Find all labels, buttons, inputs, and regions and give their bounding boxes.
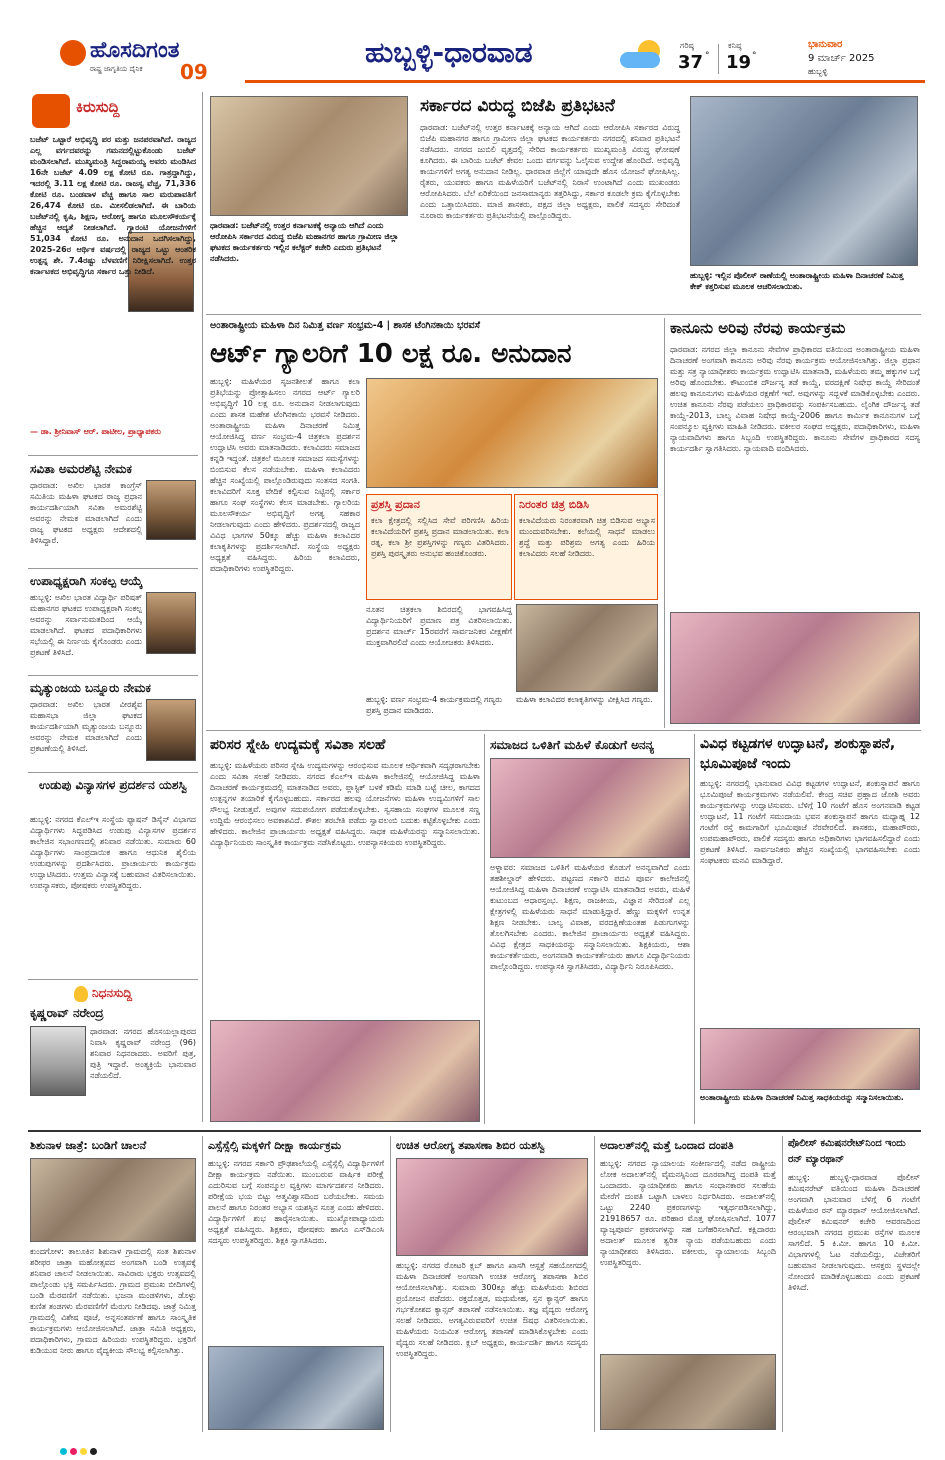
drawing-box-body: ಕಲಾವಿದೆಯರು ನಿರಂತರವಾಗಿ ಚಿತ್ರ ಬಿಡಿಸುವ ಅಭ್ಯಾಸ ಮುಂದುವರಿಸಬೇಕು. ಕಲೆಯಲ್ಲಿ ಸಾಧನೆ ಮಾಡಲು ಶ್ರದ್ಧೆ ಮತ್ತು ಪರಿಶ್ರಮ ಅಗತ್ಯ ಎಂದು ಹಿರಿಯ ಕಲಾವಿದರು ಸಲಹೆ ನೀಡಿದರು. [519,516,658,558]
art-story-body: ಹುಬ್ಬಳ್ಳಿ: ಮಹಿಳೆಯರ ಸೃಜನಶೀಲತೆ ಹಾಗೂ ಕಲಾ ಪ್ರತಿಭೆಯನ್ನು ಪ್ರೋತ್ಸಾಹಿಸಲು ನಗರದ ಆರ್ಟ್ ಗ್ಯಾಲರಿ ಅಭಿವೃದ್ಧಿಗೆ 10 ಲಕ್ಷ ರೂ. ಅನುದಾನ ನೀಡಲಾಗುವುದು ಎಂದು ಶಾಸಕ ಮಹೇಶ ಟೆಂಗಿನಕಾಯಿ ಭರವಸೆ ನೀಡಿದರು. ಅಂತಾರಾಷ್ಟ್ರೀಯ ಮಹಿಳಾ ದಿನಾಚರಣೆ ನಿಮಿತ್ತ ಆಯೋಜಿಸಿದ್ದ ವರ್ಣ ಸಂಭ್ರಮ-4 ಚಿತ್ರಕಲಾ ಪ್ರದರ್ಶನ ಉದ್ಘಾಟಿಸಿ ಅವರು ಮಾತನಾಡಿದರು. ಕಲಾವಿದರು ಸಮಾಜದ ಕನ್ನಡಿ ಇದ್ದಂತೆ. ಚಿತ್ರಕಲೆ ಮೂಲಕ ಸಮಾಜದ ಸಮಸ್ಯೆಗಳನ್ನು ಬಿಂಬಿಸುವ ಕೆಲಸ ನಡೆಯಬೇಕು. ಮಹಿಳಾ ಕಲಾವಿದರು ಹೆಚ್ಚಿನ ಸಂಖ್ಯೆಯಲ್ಲಿ ಪಾಲ್ಗೊಂಡಿರುವುದು ಸಂತಸದ ಸಂಗತಿ. ಕಲಾವಿದರಿಗೆ ಸೂಕ್ತ ವೇದಿಕೆ ಕಲ್ಪಿಸುವ ನಿಟ್ಟಿನಲ್ಲಿ ಸರ್ಕಾರ ಹಾಗೂ ಸಂಘ ಸಂಸ್ಥೆಗಳು ಕೆಲಸ ಮಾಡಬೇಕು. ಗ್ಯಾಲರಿಯ ಮೂಲಸೌಕರ್ಯ ಅಭಿವೃದ್ಧಿಗೆ ಅಗತ್ಯ ಸಹಕಾರ ನೀಡಲಾಗುವುದು ಎಂದು ಹೇಳಿದರು. ಪ್ರದರ್ಶನದಲ್ಲಿ ರಾಜ್ಯದ ವಿವಿಧ ಭಾಗಗಳ 50ಕ್ಕೂ ಹೆಚ್ಚು ಮಹಿಳಾ ಕಲಾವಿದರ ಕಲಾಕೃತಿಗಳನ್ನು ಪ್ರದರ್ಶಿಸಲಾಗಿದೆ. ಸಂಸ್ಥೆಯ ಅಧ್ಯಕ್ಷರು ಅಧ್ಯಕ್ಷತೆ ವಹಿಸಿದ್ದರು. ಹಿರಿಯ ಕಲಾವಿದರು, ಪದಾಧಿಕಾರಿಗಳು ಉಪಸ್ಥಿತರಿದ್ದರು. [210,377,363,573]
art-story-continued: ನೂತನ ಚಿತ್ರಕಲಾ ಶಿಬಿರದಲ್ಲಿ ಭಾಗವಹಿಸಿದ್ದ ವಿದ್ಯಾರ್ಥಿನಿಯರಿಗೆ ಪ್ರಮಾಣ ಪತ್ರ ವಿತರಿಸಲಾಯಿತು. ಪ್ರದರ್ಶನ ಮಾರ್ಚ್ 15ರವರೆಗೆ ಸಾರ್ವಜನಿಕರ ವೀಕ್ಷಣೆಗೆ ಮುಕ್ತವಾಗಿರಲಿದೆ ಎಂದು ಆಯೋಜಕರು ತಿಳಿಸಿದರು. [366,605,515,647]
mid-story-photo-2 [490,758,690,858]
max-temp: 37 [678,52,704,73]
drawing-box-title: ನಿರಂತರ ಚಿತ್ರ ಬಿಡಿಸಿ [519,498,589,511]
obituary-body: ಧಾರವಾಡ: ನಗರದ ಹೊಸಯಲ್ಲಾಪುರದ ನಿವಾಸಿ ಕೃಷ್ಣರಾವ್ ನರೇಂದ್ರ (96) ಶನಿವಾರ ನಿಧನರಾದರು. ಅವರಿಗೆ ಪುತ್ರ, ಪುತ್ರಿ ಇದ್ದಾರೆ. ಅಂತ್ಯಕ್ರಿಯೆ ಭಾನುವಾರ ನಡೆಯಲಿದೆ. [90,1027,199,1080]
art-photo-caption-1: ಹುಬ್ಬಳ್ಳಿ: ವರ್ಣ ಸಂಭ್ರಮ-4 ಕಾರ್ಯಕ್ರಮದಲ್ಲಿ ಗಣ್ಯರು ಪ್ರಶಸ್ತಿ ಪ್ರದಾನ ಮಾಡಿದರು. [366,695,505,715]
bottom-story-body: ಹುಬ್ಬಳ್ಳಿ: ನಗರದ ರೋಟರಿ ಕ್ಲಬ್ ಹಾಗೂ ಖಾಸಗಿ ಆಸ್ಪತ್ರೆ ಸಹಯೋಗದಲ್ಲಿ ಮಹಿಳಾ ದಿನಾಚರಣೆ ಅಂಗವಾಗಿ ಉಚಿತ ಆರೋಗ್ಯ ತಪಾಸಣಾ ಶಿಬಿರ ಆಯೋಜಿಸಲಾಗಿತ್ತು. ಸುಮಾರು 300ಕ್ಕೂ ಹೆಚ್ಚು ಮಹಿಳೆಯರು ಶಿಬಿರದ ಪ್ರಯೋಜನ ಪಡೆದರು. ರಕ್ತದೊತ್ತಡ, ಮಧುಮೇಹ, ಸ್ತನ ಕ್ಯಾನ್ಸರ್ ಹಾಗೂ ಗರ್ಭಕೋಶದ ಕ್ಯಾನ್ಸರ್ ತಪಾಸಣೆ ನಡೆಸಲಾಯಿತು. ತಜ್ಞ ವೈದ್ಯರು ಆರೋಗ್ಯ ಸಲಹೆ ನೀಡಿದರು. ಅಗತ್ಯವಿರುವವರಿಗೆ ಉಚಿತ ಔಷಧ ವಿತರಿಸಲಾಯಿತು. ಮಹಿಳೆಯರು ನಿಯಮಿತ ಆರೋಗ್ಯ ತಪಾಸಣೆ ಮಾಡಿಸಿಕೊಳ್ಳಬೇಕು ಎಂದು ವೈದ್ಯರು ಸಲಹೆ ನೀಡಿದರು. ಕ್ಲಬ್ ಅಧ್ಯಕ್ಷರು, ಕಾರ್ಯದರ್ಶಿ ಹಾಗೂ ಸದಸ್ಯರು ಉಪಸ್ಥಿತರಿದ್ದರು. [396,1261,591,1358]
mid-story-title-1: ಪರಿಸರ ಸ್ನೇಹಿ ಉದ್ಯಮಕ್ಕೆ ಸವಿತಾ ಸಲಹೆ [210,737,386,753]
bottom-story-title: ಉಚಿತ ಆರೋಗ್ಯ ತಪಾಸಣಾ ಶಿಬಿರ ಯಶಸ್ವಿ [396,1139,545,1152]
bottom-story-5 [786,1136,922,1432]
divider [206,314,921,315]
min-temp-label: ಕನಿಷ್ಠ [728,41,742,50]
mid-story-body-3: ಹುಬ್ಬಳ್ಳಿ: ನಗರದಲ್ಲಿ ಭಾನುವಾರ ವಿವಿಧ ಕಟ್ಟಡಗಳ ಉದ್ಘಾಟನೆ, ಶಂಕುಸ್ಥಾಪನೆ ಹಾಗೂ ಭೂಮಿಪೂಜೆ ಕಾರ್ಯಕ್ರಮಗಳು ನಡೆಯಲಿವೆ. ಕೇಂದ್ರ ಸಚಿವ ಪ್ರಹ್ಲಾದ ಜೋಶಿ ಅವರು ಕಾರ್ಯಕ್ರಮಗಳನ್ನು ಉದ್ಘಾಟಿಸುವರು. ಬೆಳಿಗ್ಗೆ 10 ಗಂಟೆಗೆ ಹೊಸ ಅಂಗನವಾಡಿ ಕಟ್ಟಡ ಉದ್ಘಾಟನೆ, 11 ಗಂಟೆಗೆ ಸಮುದಾಯ ಭವನ ಶಂಕುಸ್ಥಾಪನೆ ಹಾಗೂ ಮಧ್ಯಾಹ್ನ 12 ಗಂಟೆಗೆ ರಸ್ತೆ ಕಾಮಗಾರಿಗೆ ಭೂಮಿಪೂಜೆ ನೆರವೇರಲಿದೆ. ಶಾಸಕರು, ಮಹಾಪೌರರು, ಉಪಮಹಾಪೌರರು, ಪಾಲಿಕೆ ಸದಸ್ಯರು ಹಾಗೂ ಅಧಿಕಾರಿಗಳು ಭಾಗವಹಿಸಲಿದ್ದಾರೆ ಎಂದು ಪ್ರಕಟಣೆ ತಿಳಿಸಿದೆ. ಸಾರ್ವಜನಿಕರು ಹೆಚ್ಚಿನ ಸಂಖ್ಯೆಯಲ್ಲಿ ಭಾಗವಹಿಸಬೇಕು ಎಂದು ಸಂಘಟಕರು ಮನವಿ ಮಾಡಿದ್ದಾರೆ. [700,779,923,865]
max-temp-label: ಗರಿಷ್ಠ [680,41,694,50]
brief-4 [28,776,198,976]
bottom-story-4 [598,1136,778,1432]
police-photo [690,96,918,266]
page-number: 09 [180,60,208,84]
mid-story-body-1: ಹುಬ್ಬಳ್ಳಿ: ಮಹಿಳೆಯರು ಪರಿಸರ ಸ್ನೇಹಿ ಉದ್ಯಮಗಳನ್ನು ಆರಂಭಿಸುವ ಮೂಲಕ ಆರ್ಥಿಕವಾಗಿ ಸದೃಢರಾಗಬೇಕು ಎಂದು ಸವಿತಾ ಸಲಹೆ ನೀಡಿದರು. ನಗರದ ಕೆಎಲ್‌ಇ ಮಹಿಳಾ ಕಾಲೇಜಿನಲ್ಲಿ ಆಯೋಜಿಸಿದ್ದ ಮಹಿಳಾ ದಿನಾಚರಣೆ ಕಾರ್ಯಕ್ರಮದಲ್ಲಿ ಮಾತನಾಡಿದ ಅವರು, ಪ್ಲಾಸ್ಟಿಕ್ ಬಳಕೆ ಕಡಿಮೆ ಮಾಡಿ ಬಟ್ಟೆ ಚೀಲ, ಕಾಗದದ ಉತ್ಪನ್ನಗಳ ತಯಾರಿಕೆ ಕೈಗೊಳ್ಳಬಹುದು. ಸರ್ಕಾರದ ಹಲವು ಯೋಜನೆಗಳು ಮಹಿಳಾ ಉದ್ಯಮಿಗಳಿಗೆ ಸಾಲ ಸೌಲಭ್ಯ ನೀಡುತ್ತವೆ. ಅವುಗಳ ಸದುಪಯೋಗ ಪಡೆದುಕೊಳ್ಳಬೇಕು. ಸ್ವಸಹಾಯ ಸಂಘಗಳ ಮೂಲಕ ಸಣ್ಣ ಉದ್ದಿಮೆ ಆರಂಭಿಸಲು ಅವಕಾಶವಿದೆ. ಕೌಶಲ ತರಬೇತಿ ಪಡೆದು ಸ್ವಾವಲಂಬಿ ಬದುಕು ಕಟ್ಟಿಕೊಳ್ಳಬೇಕು ಎಂದು ಹೇಳಿದರು. ಕಾಲೇಜಿನ ಪ್ರಾಚಾರ್ಯರು ಅಧ್ಯಕ್ಷತೆ ವಹಿಸಿದ್ದರು. ಸಾಧಕ ಮಹಿಳೆಯರನ್ನು ಸನ್ಮಾನಿಸಲಾಯಿತು. ವಿದ್ಯಾರ್ಥಿನಿಯರು ಸಾಂಸ್ಕೃತಿಕ ಕಾರ್ಯಕ್ರಮ ನಡೆಸಿಕೊಟ್ಟರು. ಉಪನ್ಯಾಸಕಿಯರು ಉಪಸ್ಥಿತರಿದ್ದರು. [210,761,483,847]
divider [28,455,198,456]
min-temp: 19 [726,52,752,73]
column-rule [782,1136,783,1432]
column-rule [484,734,485,1124]
bottom-story-body: ಹುಬ್ಬಳ್ಳಿ: ನಗರದ ನ್ಯಾಯಾಲಯ ಸಂಕೀರ್ಣದಲ್ಲಿ ನಡೆದ ರಾಷ್ಟ್ರೀಯ ಲೋಕ ಅದಾಲತ್‌ನಲ್ಲಿ ವೈಮನಸ್ಸಿನಿಂದ ದೂರವಾಗಿದ್ದ ದಂಪತಿ ಮತ್ತೆ ಒಂದಾದರು. ನ್ಯಾಯಾಧೀಶರು ಹಾಗೂ ಸಂಧಾನಕಾರರ ಸಲಹೆಯ ಮೇರೆಗೆ ದಂಪತಿ ಒಟ್ಟಾಗಿ ಬಾಳಲು ನಿರ್ಧರಿಸಿದರು. ಅದಾಲತ್‌ನಲ್ಲಿ ಒಟ್ಟು 2240 ಪ್ರಕರಣಗಳನ್ನು ಇತ್ಯರ್ಥಪಡಿಸಲಾಗಿದ್ದು, 21918657 ರೂ. ಪರಿಹಾರ ಮೊತ್ತ ಘೋಷಿಸಲಾಗಿದೆ. 1077 ವ್ಯಾಜ್ಯಪೂರ್ವ ಪ್ರಕರಣಗಳನ್ನು ಸಹ ಬಗೆಹರಿಸಲಾಗಿದೆ. ಕಕ್ಷಿದಾರರು ಅದಾಲತ್ ಮೂಲಕ ತ್ವರಿತ ನ್ಯಾಯ ಪಡೆಯಬಹುದು ಎಂದು ನ್ಯಾಯಾಧೀಶರು ತಿಳಿಸಿದರು. ವಕೀಲರು, ನ್ಯಾಯಾಲಯ ಸಿಬ್ಬಂದಿ ಉಪಸ್ಥಿತರಿದ್ದರು. [600,1159,779,1267]
brief-body: ಹುಬ್ಬಳ್ಳಿ: ಅಖಿಲ ಭಾರತ ವಿದ್ಯಾರ್ಥಿ ಪರಿಷತ್ ಮಹಾನಗರ ಘಟಕದ ಉಪಾಧ್ಯಕ್ಷರಾಗಿ ಸಂಕಲ್ಪ ಅವರನ್ನು ಸರ್ವಾನುಮತದಿಂದ ಆಯ್ಕೆ ಮಾಡಲಾಗಿದೆ. ಘಟಕದ ಪದಾಧಿಕಾರಿಗಳು ಸಭೆಯಲ್ಲಿ ಈ ನಿರ್ಣಯ ಕೈಗೊಂಡರು ಎಂದು ಪ್ರಕಟಣೆ ತಿಳಿಸಿದೆ. [30,593,145,657]
bottom-story-3 [394,1136,590,1432]
column-rule [594,1136,595,1432]
divider [28,979,198,980]
brief-portrait [146,480,196,540]
bottom-story-title: ಎಸ್ಸೆಸ್ಸೆಲ್ಸಿ ಮಕ್ಕಳಿಗೆ ದೀಕ್ಷಾ ಕಾರ್ಯಕ್ರಮ [208,1139,342,1152]
law-story-title: ಕಾನೂನು ಅರಿವು ನೆರವು ಕಾರ್ಯಕ್ರಮ [670,319,846,337]
bottom-story-body: ಹುಬ್ಬಳ್ಳಿ: ನಗರದ ಸರ್ಕಾರಿ ಪ್ರೌಢಶಾಲೆಯಲ್ಲಿ ಎಸ್ಸೆಸ್ಸೆಲ್ಸಿ ವಿದ್ಯಾರ್ಥಿಗಳಿಗೆ ದೀಕ್ಷಾ ಕಾರ್ಯಕ್ರಮ ನಡೆಯಿತು. ಮುಂಬರುವ ವಾರ್ಷಿಕ ಪರೀಕ್ಷೆ ಎದುರಿಸುವ ಬಗ್ಗೆ ಸಂಪನ್ಮೂಲ ವ್ಯಕ್ತಿಗಳು ಮಾರ್ಗದರ್ಶನ ನೀಡಿದರು. ಪರೀಕ್ಷೆಯ ಭಯ ಬಿಟ್ಟು ಆತ್ಮವಿಶ್ವಾಸದಿಂದ ಬರೆಯಬೇಕು. ಸಮಯ ಪಾಲನೆ ಹಾಗೂ ನಿರಂತರ ಅಭ್ಯಾಸ ಯಶಸ್ಸಿನ ಸೂತ್ರ ಎಂದು ಹೇಳಿದರು. ವಿದ್ಯಾರ್ಥಿಗಳಿಗೆ ಶುಭ ಹಾರೈಸಲಾಯಿತು. ಮುಖ್ಯೋಪಾಧ್ಯಾಯರು ಅಧ್ಯಕ್ಷತೆ ವಹಿಸಿದ್ದರು. ಶಿಕ್ಷಕರು, ಪೋಷಕರು ಹಾಗೂ ಎಸ್‌ಡಿಎಂಸಿ ಸದಸ್ಯರು ಉಪಸ್ಥಿತರಿದ್ದರು. ಶಿಕ್ಷಕಿ ಸ್ವಾಗತಿಸಿದರು. [208,1159,387,1245]
max-temp-degree: ° [705,51,710,61]
mid-story-photo-3-caption: ಅಂತಾರಾಷ್ಟ್ರೀಯ ಮಹಿಳಾ ದಿನಾಚರಣೆ ನಿಮಿತ್ತ ಸಾಧಕಿಯರನ್ನು ಸನ್ಮಾನಿಸಲಾಯಿತು. [700,1093,904,1102]
brief-title: ಮೃತ್ಯುಂಜಯ ಬನ್ನೂರು ನೇಮಕ [30,681,151,695]
kirusuddi-body: ಬಜೆಟ್ ಒಟ್ಟಾರೆ ಅಭಿವೃದ್ಧಿ ಪರ ಮತ್ತು ಜನಪರವಾಗಿದೆ. ರಾಜ್ಯದ ಎಲ್ಲ ವರ್ಗದವರನ್ನು ಗಮನದಲ್ಲಿಟ್ಟುಕೊಂಡು ಬಜೆಟ್ ಮಂಡಿಸಲಾಗಿದೆ. ಮುಖ್ಯಮಂತ್ರಿ ಸಿದ್ದರಾಮಯ್ಯ ಅವರು ಮಂಡಿಸಿದ 16ನೇ ಬಜೆಟ್ 4.09 ಲಕ್ಷ ಕೋಟಿ ರೂ. ಗಾತ್ರದ್ದಾಗಿದ್ದು, ಇದರಲ್ಲಿ 3.11 ಲಕ್ಷ ಕೋಟಿ ರೂ. ರಾಜಸ್ವ ವೆಚ್ಚ, 71,336 ಕೋಟಿ ರೂ. ಬಂಡವಾಳ ವೆಚ್ಚ ಹಾಗೂ ಸಾಲ ಮರುಪಾವತಿಗೆ 26,474 ಕೋಟಿ ರೂ. ಮೀಸಲಿಡಲಾಗಿದೆ. ಈ ಬಾರಿಯ ಬಜೆಟ್‌ನಲ್ಲಿ ಕೃಷಿ, ಶಿಕ್ಷಣ, ಆರೋಗ್ಯ ಹಾಗೂ ಮೂಲಸೌಕರ್ಯಕ್ಕೆ ಹೆಚ್ಚಿನ ಆದ್ಯತೆ ನೀಡಲಾಗಿದೆ. ಗ್ಯಾರಂಟಿ ಯೋಜನೆಗಳಿಗೆ 51,034 ಕೋಟಿ ರೂ. ಅನುದಾನ ಒದಗಿಸಲಾಗಿದ್ದು, 2025-26ರ ಆರ್ಥಿಕ ವರ್ಷದಲ್ಲಿ ರಾಜ್ಯದ ಒಟ್ಟು ಆಂತರಿಕ ಉತ್ಪನ್ನ ಶೇ. 7.4ರಷ್ಟು ಬೆಳವಣಿಗೆ ನಿರೀಕ್ಷಿಸಲಾಗಿದೆ. ಉತ್ತರ ಕರ್ನಾಟಕದ ಅಭಿವೃದ್ಧಿಗೂ ಸರ್ಕಾರ ಒತ್ತು ನೀಡಿದೆ. [30,135,199,276]
bottom-story-photo [600,1354,776,1430]
kirusuddi-label: ಕಿರುಸುದ್ದಿ [76,98,120,116]
art-photo-caption-2: ಮಹಿಳಾ ಕಲಾವಿದರ ಕಲಾಕೃತಿಗಳನ್ನು ವೀಕ್ಷಿಸಿದ ಗಣ್ಯರು. [516,695,653,704]
paper-tagline: ರಾಷ್ಟ್ರ ಜಾಗೃತಿಯ ದೈನಿಕ [90,65,143,73]
bottom-story-photo [30,1158,196,1242]
kirusuddi-byline: — ಡಾ. ಶ್ರೀನಿವಾಸ್ ಆರ್. ಪಾಟೀಲ, ಪ್ರಾಧ್ಯಾಪಕರು [30,427,161,436]
bottom-story-1 [28,1136,198,1432]
brief-body: ಧಾರವಾಡ: ಅಖಿಲ ಭಾರತ ಕಾಂಗ್ರೆಸ್ ಸಮಿತಿಯ ಮಹಿಳಾ ಘಟಕದ ರಾಜ್ಯ ಪ್ರಧಾನ ಕಾರ್ಯದರ್ಶಿಯಾಗಿ ಸವಿತಾ ಅಮರಶೆಟ್ಟಿ ಅವರನ್ನು ನೇಮಕ ಮಾಡಲಾಗಿದೆ ಎಂದು ರಾಜ್ಯ ಘಟಕದ ಅಧ್ಯಕ್ಷರು ಆದೇಶದಲ್ಲಿ ತಿಳಿಸಿದ್ದಾರೆ. [30,481,145,545]
award-box [366,494,512,600]
top-story-title: ಸರ್ಕಾರದ ವಿರುದ್ಧ ಬಿಜೆಪಿ ಪ್ರತಿಭಟನೆ [420,96,615,116]
mid-story-photo-1 [210,1020,480,1122]
brief-title: ಉಪಾಧ್ಯಕ್ಷರಾಗಿ ಸಂಕಲ್ಪ ಆಯ್ಕೆ [30,574,143,588]
brief-body: ಧಾರವಾಡ: ಅಖಿಲ ಭಾರತ ವೀರಶೈವ ಮಹಾಸಭಾ ಜಿಲ್ಲಾ ಘಟಕದ ಕಾರ್ಯದರ್ಶಿಯಾಗಿ ಮೃತ್ಯುಂಜಯ ಬನ್ನೂರು ಅವರನ್ನು ನೇಮಕ ಮಾಡಲಾಗಿದೆ ಎಂದು ಪ್ರಕಟಣೆಯಲ್ಲಿ ತಿಳಿಸಿದೆ. [30,700,145,753]
paper-logo [28,34,238,84]
mid-story-photo-3 [700,1028,920,1090]
brief-body: ಹುಬ್ಬಳ್ಳಿ: ನಗರದ ಕೆಎಲ್‌ಇ ಸಂಸ್ಥೆಯ ಫ್ಯಾಷನ್ ಡಿಸೈನ್ ವಿಭಾಗದ ವಿದ್ಯಾರ್ಥಿಗಳು ಸಿದ್ಧಪಡಿಸಿದ ಉಡುಪು ವಿನ್ಯಾಸಗಳ ಪ್ರದರ್ಶನ ಕಾಲೇಜಿನ ಸಭಾಂಗಣದಲ್ಲಿ ಶನಿವಾರ ನಡೆಯಿತು. ಸುಮಾರು 60 ವಿದ್ಯಾರ್ಥಿಗಳು ಸಾಂಪ್ರದಾಯಿಕ ಹಾಗೂ ಆಧುನಿಕ ಶೈಲಿಯ ಉಡುಪುಗಳನ್ನು ಪ್ರದರ್ಶಿಸಿದರು. ಪ್ರಾಚಾರ್ಯರು ಕಾರ್ಯಕ್ರಮ ಉದ್ಘಾಟಿಸಿದರು. ಉತ್ತಮ ವಿನ್ಯಾಸಕ್ಕೆ ಬಹುಮಾನ ವಿತರಿಸಲಾಯಿತು. ಉಪನ್ಯಾಸಕರು, ಪೋಷಕರು ಉಪಸ್ಥಿತರಿದ್ದರು. [30,815,199,890]
weather-icon [620,40,666,70]
bottom-story-photo [396,1158,588,1256]
brief-3 [28,679,198,769]
mid-story-title-2: ಸಮಾಜದ ಒಳಿತಿಗೆ ಮಹಿಳೆ ಕೊಡುಗೆ ಅನನ್ಯ [490,738,655,752]
art-story-title: ಆರ್ಟ್ ಗ್ಯಾಲರಿಗೆ 10 ಲಕ್ಷ ರೂ. ಅನುದಾನ [210,339,572,369]
protest-photo [210,96,408,216]
divider [28,772,198,773]
min-temp-degree: ° [752,51,757,61]
column-rule [202,92,203,1122]
bottom-story-title: ಶಿಶುನಾಳ ಜಾತ್ರೆ: ಬಂಡಿಗೆ ಚಾಲನೆ [30,1139,147,1152]
city-title: ಹುಬ್ಬಳ್ಳಿ-ಧಾರವಾಡ [365,36,533,69]
drawing-box [514,494,658,600]
art-gallery-photo [516,604,658,692]
column-rule [694,734,695,1124]
brief-portrait [146,592,196,654]
obituary-lamp-icon [74,986,88,1002]
protest-photo-caption: ಧಾರವಾಡ: ಬಜೆಟ್‌ನಲ್ಲಿ ಉತ್ತರ ಕರ್ನಾಟಕಕ್ಕೆ ಅನ್ಯಾಯ ಆಗಿದೆ ಎಂದು ಆರೋಪಿಸಿ ಸರ್ಕಾರದ ವಿರುದ್ಧ ಬಿಜೆಪಿ ಮಹಾನಗರ ಹಾಗೂ ಗ್ರಾಮೀಣ ಜಿಲ್ಲಾ ಘಟಕದ ಕಾರ್ಯಕರ್ತರು ಇಲ್ಲಿನ ಕಲೆಕ್ಟರ್ ಕಚೇರಿ ಎದುರು ಪ್ರತಿಭಟನೆ ನಡೆಸಿದರು. [210,221,402,263]
megaphone-icon [32,94,70,128]
column-rule [390,1136,391,1432]
section-divider [28,1130,921,1132]
bottom-story-2 [206,1136,386,1432]
print-registration-marks [60,1440,920,1452]
column-rule [202,1136,203,1432]
temp-divider [718,44,719,74]
column-rule [664,318,665,728]
divider [28,675,198,676]
bottom-story-title: ಅದಾಲತ್‌ನಲ್ಲಿ ಮತ್ತೆ ಒಂದಾದ ದಂಪತಿ [600,1139,734,1152]
issue-day: ಭಾನುವಾರ [808,39,843,50]
issue-date: 9 ಮಾರ್ಚ್ 2025 [808,53,875,64]
obituary-portrait [30,1026,86,1096]
law-story-body: ಧಾರವಾಡ: ನಗರದ ಜಿಲ್ಲಾ ಕಾನೂನು ಸೇವೆಗಳ ಪ್ರಾಧಿಕಾರದ ವತಿಯಿಂದ ಅಂತಾರಾಷ್ಟ್ರೀಯ ಮಹಿಳಾ ದಿನಾಚರಣೆ ಅಂಗವಾಗಿ ಕಾನೂನು ಅರಿವು ನೆರವು ಕಾರ್ಯಕ್ರಮ ಆಯೋಜಿಸಲಾಗಿತ್ತು. ಜಿಲ್ಲಾ ಪ್ರಧಾನ ಮತ್ತು ಸತ್ರ ನ್ಯಾಯಾಧೀಶರು ಕಾರ್ಯಕ್ರಮ ಉದ್ಘಾಟಿಸಿ ಮಾತನಾಡಿ, ಮಹಿಳೆಯರು ತಮ್ಮ ಹಕ್ಕುಗಳ ಬಗ್ಗೆ ಅರಿವು ಹೊಂದಬೇಕು. ಕೌಟುಂಬಿಕ ದೌರ್ಜನ್ಯ ತಡೆ ಕಾಯ್ದೆ, ವರದಕ್ಷಿಣೆ ನಿಷೇಧ ಕಾಯ್ದೆ ಸೇರಿದಂತೆ ಹಲವು ಕಾನೂನುಗಳು ಮಹಿಳೆಯರ ರಕ್ಷಣೆಗೆ ಇವೆ. ಅವುಗಳನ್ನು ಸದ್ಬಳಕೆ ಮಾಡಿಕೊಳ್ಳಬೇಕು ಎಂದರು. ಉಚಿತ ಕಾನೂನು ನೆರವು ಪಡೆಯಲು ಪ್ರಾಧಿಕಾರವನ್ನು ಸಂಪರ್ಕಿಸಬಹುದು. ಲೈಂಗಿಕ ದೌರ್ಜನ್ಯ ತಡೆ ಕಾಯ್ದೆ-2013, ಬಾಲ್ಯ ವಿವಾಹ ನಿಷೇಧ ಕಾಯ್ದೆ-2006 ಹಾಗೂ ಕಾರ್ಮಿಕ ಕಾನೂನುಗಳ ಬಗ್ಗೆ ಸಂಪನ್ಮೂಲ ವ್ಯಕ್ತಿಗಳು ಮಾಹಿತಿ ನೀಡಿದರು. ವಕೀಲರ ಸಂಘದ ಅಧ್ಯಕ್ಷರು, ಪದಾಧಿಕಾರಿಗಳು, ಮಹಿಳಾ ನ್ಯಾಯವಾದಿಗಳು ಹಾಗೂ ಸಿಬ್ಬಂದಿ ಉಪಸ್ಥಿತರಿದ್ದರು. ಕಾನೂನು ಸೇವೆಗಳ ಪ್ರಾಧಿಕಾರದ ಸದಸ್ಯ ಕಾರ್ಯದರ್ಶಿ ಸ್ವಾಗತಿಸಿದರು. ನ್ಯಾಯವಾದಿ ವಂದಿಸಿದರು. [670,345,923,453]
brief-portrait [146,699,196,761]
paper-name: ಹೊಸದಿಗಂತ [90,38,180,63]
logo-emblem-icon [60,40,86,66]
bottom-story-body: ಕುಂದಗೋಳ: ತಾಲೂಕಿನ ಶಿಶುನಾಳ ಗ್ರಾಮದಲ್ಲಿ ಸಂತ ಶಿಶುನಾಳ ಶರೀಫರ ಜಾತ್ರಾ ಮಹೋತ್ಸವದ ಅಂಗವಾಗಿ ಬಂಡಿ ಉತ್ಸವಕ್ಕೆ ಶನಿವಾರ ಚಾಲನೆ ನೀಡಲಾಯಿತು. ಸಾವಿರಾರು ಭಕ್ತರು ಉತ್ಸವದಲ್ಲಿ ಪಾಲ್ಗೊಂಡು ಭಕ್ತಿ ಸಮರ್ಪಿಸಿದರು. ಗ್ರಾಮದ ಪ್ರಮುಖ ಬೀದಿಗಳಲ್ಲಿ ಬಂಡಿ ಮೆರವಣಿಗೆ ನಡೆಯಿತು. ಭಜನಾ ಮಂಡಳಿಗಳು, ಡೊಳ್ಳು ಕುಣಿತ ತಂಡಗಳು ಮೆರವಣಿಗೆಗೆ ಮೆರುಗು ನೀಡಿದವು. ಜಾತ್ರೆ ನಿಮಿತ್ತ ಗ್ರಾಮದಲ್ಲಿ ವಿಶೇಷ ಪೂಜೆ, ಅನ್ನಸಂತರ್ಪಣೆ ಹಾಗೂ ಸಾಂಸ್ಕೃತಿಕ ಕಾರ್ಯಕ್ರಮಗಳು ಆಯೋಜಿಸಲಾಗಿದೆ. ಜಾತ್ರಾ ಸಮಿತಿ ಅಧ್ಯಕ್ಷರು, ಪದಾಧಿಕಾರಿಗಳು, ಗ್ರಾಮದ ಹಿರಿಯರು ಉಪಸ್ಥಿತರಿದ್ದರು. ಭಕ್ತರಿಗೆ ಕುಡಿಯುವ ನೀರು ಹಾಗೂ ವೈದ್ಯಕೀಯ ಸೌಲಭ್ಯ ಕಲ್ಪಿಸಲಾಗಿತ್ತು. [30,1247,199,1355]
law-event-photo [670,612,920,724]
obituary-name: ಕೃಷ್ಣರಾವ್ ನರೇಂದ್ರ [30,1006,104,1020]
divider [28,568,198,569]
top-story-body: ಧಾರವಾಡ: ಬಜೆಟ್‌ನಲ್ಲಿ ಉತ್ತರ ಕರ್ನಾಟಕಕ್ಕೆ ಅನ್ಯಾಯ ಆಗಿದೆ ಎಂದು ಆರೋಪಿಸಿ ಸರ್ಕಾರದ ವಿರುದ್ಧ ಬಿಜೆಪಿ ಮಹಾನಗರ ಹಾಗೂ ಗ್ರಾಮೀಣ ಜಿಲ್ಲಾ ಘಟಕದ ಕಾರ್ಯಕರ್ತರು ನಗರದಲ್ಲಿ ಶನಿವಾರ ಪ್ರತಿಭಟನೆ ನಡೆಸಿದರು. ನಗರದ ಜುಬಿಲಿ ವೃತ್ತದಲ್ಲಿ ಸೇರಿದ ಕಾರ್ಯಕರ್ತರು ಮುಖ್ಯಮಂತ್ರಿ ವಿರುದ್ಧ ಘೋಷಣೆ ಕೂಗಿದರು. ಈ ಬಾರಿಯ ಬಜೆಟ್ ಕೇವಲ ಒಂದು ವರ್ಗವನ್ನು ಓಲೈಸುವ ಉದ್ದೇಶ ಹೊಂದಿದೆ. ಅಭಿವೃದ್ಧಿ ಕಾರ್ಯಗಳಿಗೆ ಅಗತ್ಯ ಅನುದಾನ ನೀಡಿಲ್ಲ. ಧಾರವಾಡ ಜಿಲ್ಲೆಗೆ ಯಾವುದೇ ಹೊಸ ಯೋಜನೆ ಘೋಷಿಸಿಲ್ಲ. ರೈತರು, ಯುವಕರು ಹಾಗೂ ಮಹಿಳೆಯರಿಗೆ ಬಜೆಟ್‌ನಲ್ಲಿ ನಿರಾಸೆ ಉಂಟಾಗಿದೆ ಎಂದು ಮುಖಂಡರು ಆರೋಪಿಸಿದರು. ಬೆಲೆ ಏರಿಕೆಯಿಂದ ಜನಸಾಮಾನ್ಯರು ತತ್ತರಿಸಿದ್ದು, ಸರ್ಕಾರ ಕೂಡಲೇ ಕ್ರಮ ಕೈಗೊಳ್ಳಬೇಕು ಎಂದು ಒತ್ತಾಯಿಸಿದರು. ಮಾಜಿ ಶಾಸಕರು, ಪಕ್ಷದ ಜಿಲ್ಲಾ ಅಧ್ಯಕ್ಷರು, ಪಾಲಿಕೆ ಸದಸ್ಯರು ಸೇರಿದಂತೆ ನೂರಾರು ಕಾರ್ಯಕರ್ತರು ಪ್ರತಿಭಟನೆಯಲ್ಲಿ ಪಾಲ್ಗೊಂಡಿದ್ದರು. [420,123,683,220]
award-box-title: ಪ್ರಶಸ್ತಿ ಪ್ರದಾನ [371,498,420,511]
divider [206,730,921,731]
kirusuddi-box [28,92,198,452]
brief-title: ಸವಿತಾ ಅಮರಶೆಟ್ಟಿ ನೇಮಕ [30,462,132,476]
art-story-kicker: ಅಂತಾರಾಷ್ಟ್ರೀಯ ಮಹಿಳಾ ದಿನ ನಿಮಿತ್ತ ವರ್ಣ ಸಂಭ್ರಮ-4 | ಶಾಸಕ ಟೆಂಗಿನಕಾಯಿ ಭರವಸೆ [210,320,481,331]
art-award-photo [366,378,658,488]
brief-title: ಉಡುಪು ವಿನ್ಯಾಸಗಳ ಪ್ರದರ್ಶನ ಯಶಸ್ವಿ [39,778,187,792]
bottom-story-title: ಪೊಲೀಸ್ ಕಮಿಷನರೇಟ್‌ನಿಂದ ಇಂದು ರನ್ ಮ್ಯಾರಥಾನ್ [788,1138,906,1165]
bottom-story-photo [208,1346,384,1430]
masthead [0,0,945,88]
obituary-label: ನಿಧನಸುದ್ದಿ [92,986,133,1000]
bottom-story-body: ಹುಬ್ಬಳ್ಳಿ: ಹುಬ್ಬಳ್ಳಿ-ಧಾರವಾಡ ಪೊಲೀಸ್ ಕಮಿಷನರೇಟ್ ವತಿಯಿಂದ ಮಹಿಳಾ ದಿನಾಚರಣೆ ಅಂಗವಾಗಿ ಭಾನುವಾರ ಬೆಳಿಗ್ಗೆ 6 ಗಂಟೆಗೆ ಮಹಿಳೆಯರ ರನ್ ಮ್ಯಾರಥಾನ್ ಆಯೋಜಿಸಲಾಗಿದೆ. ಪೊಲೀಸ್ ಕಮಿಷನರ್ ಕಚೇರಿ ಆವರಣದಿಂದ ಆರಂಭವಾಗಿ ನಗರದ ಪ್ರಮುಖ ರಸ್ತೆಗಳ ಮೂಲಕ ಸಾಗಲಿದೆ. 5 ಕಿ.ಮೀ. ಹಾಗೂ 10 ಕಿ.ಮೀ. ವಿಭಾಗಗಳಲ್ಲಿ ಓಟ ನಡೆಯಲಿದ್ದು, ವಿಜೇತರಿಗೆ ಬಹುಮಾನ ನೀಡಲಾಗುವುದು. ಆಸಕ್ತರು ಸ್ಥಳದಲ್ಲೇ ನೋಂದಣಿ ಮಾಡಿಕೊಳ್ಳಬಹುದು ಎಂದು ಪ್ರಕಟಣೆ ತಿಳಿಸಿದೆ. [788,1173,923,1292]
edition-name: ಹುಬ್ಬಳ್ಳಿ [808,67,828,76]
brief-1 [28,460,198,565]
header-rule [245,80,925,83]
obituary [28,984,198,1126]
mid-story-body-2: ಅಳ್ನಾವರ: ಸಮಾಜದ ಒಳಿತಿಗೆ ಮಹಿಳೆಯರ ಕೊಡುಗೆ ಅನನ್ಯವಾಗಿದೆ ಎಂದು ತಹಶೀಲ್ದಾರ್ ಹೇಳಿದರು. ಪಟ್ಟಣದ ಸರ್ಕಾರಿ ಪದವಿ ಪೂರ್ವ ಕಾಲೇಜಿನಲ್ಲಿ ಆಯೋಜಿಸಿದ್ದ ಮಹಿಳಾ ದಿನಾಚರಣೆ ಉದ್ಘಾಟಿಸಿ ಮಾತನಾಡಿದ ಅವರು, ಮಹಿಳೆ ಕುಟುಂಬದ ಆಧಾರಸ್ತಂಭ. ಶಿಕ್ಷಣ, ರಾಜಕೀಯ, ವಿಜ್ಞಾನ ಸೇರಿದಂತೆ ಎಲ್ಲ ಕ್ಷೇತ್ರಗಳಲ್ಲಿ ಮಹಿಳೆಯರು ಸಾಧನೆ ಮಾಡುತ್ತಿದ್ದಾರೆ. ಹೆಣ್ಣು ಮಕ್ಕಳಿಗೆ ಉನ್ನತ ಶಿಕ್ಷಣ ನೀಡಬೇಕು. ಬಾಲ್ಯ ವಿವಾಹ, ವರದಕ್ಷಿಣೆಯಂತಹ ಪಿಡುಗುಗಳನ್ನು ತೊಲಗಿಸಬೇಕು ಎಂದರು. ಕಾಲೇಜಿನ ಪ್ರಾಚಾರ್ಯರು ಅಧ್ಯಕ್ಷತೆ ವಹಿಸಿದ್ದರು. ವಿವಿಧ ಕ್ಷೇತ್ರದ ಸಾಧಕಿಯರನ್ನು ಸನ್ಮಾನಿಸಲಾಯಿತು. ಶಿಕ್ಷಕಿಯರು, ಆಶಾ ಕಾರ್ಯಕರ್ತೆಯರು, ಅಂಗನವಾಡಿ ಕಾರ್ಯಕರ್ತೆಯರು ಹಾಗೂ ವಿದ್ಯಾರ್ಥಿನಿಯರು ಪಾಲ್ಗೊಂಡಿದ್ದರು. ಉಪನ್ಯಾಸಕಿ ಸ್ವಾಗತಿಸಿದರು, ವಿದ್ಯಾರ್ಥಿನಿ ನಿರೂಪಿಸಿದರು. [490,863,693,971]
brief-2 [28,572,198,672]
mid-story-title-3: ವಿವಿಧ ಕಟ್ಟಡಗಳ ಉದ್ಘಾಟನೆ, ಶಂಕುಸ್ಥಾಪನೆ, ಭೂಮಿಪೂಜೆ ಇಂದು [700,736,896,772]
police-photo-caption: ಹುಬ್ಬಳ್ಳಿ: ಇಲ್ಲಿನ ಪೊಲೀಸ್ ಠಾಣೆಯಲ್ಲಿ ಅಂತಾರಾಷ್ಟ್ರೀಯ ಮಹಿಳಾ ದಿನಾಚರಣೆ ನಿಮಿತ್ತ ಕೇಕ್ ಕತ್ತರಿಸುವ ಮೂಲಕ ಆಚರಿಸಲಾಯಿತು. [690,271,907,291]
award-box-body: ಕಲಾ ಕ್ಷೇತ್ರದಲ್ಲಿ ಸಲ್ಲಿಸಿದ ಸೇವೆ ಪರಿಗಣಿಸಿ ಹಿರಿಯ ಕಲಾವಿದೆಯರಿಗೆ ಪ್ರಶಸ್ತಿ ಪ್ರದಾನ ಮಾಡಲಾಯಿತು. ಕಲಾ ರತ್ನ, ಕಲಾ ಶ್ರೀ ಪ್ರಶಸ್ತಿಗಳನ್ನು ಗಣ್ಯರು ವಿತರಿಸಿದರು. ಪ್ರಶಸ್ತಿ ಪುರಸ್ಕೃತರು ಅನುಭವ ಹಂಚಿಕೊಂಡರು. [371,516,512,558]
